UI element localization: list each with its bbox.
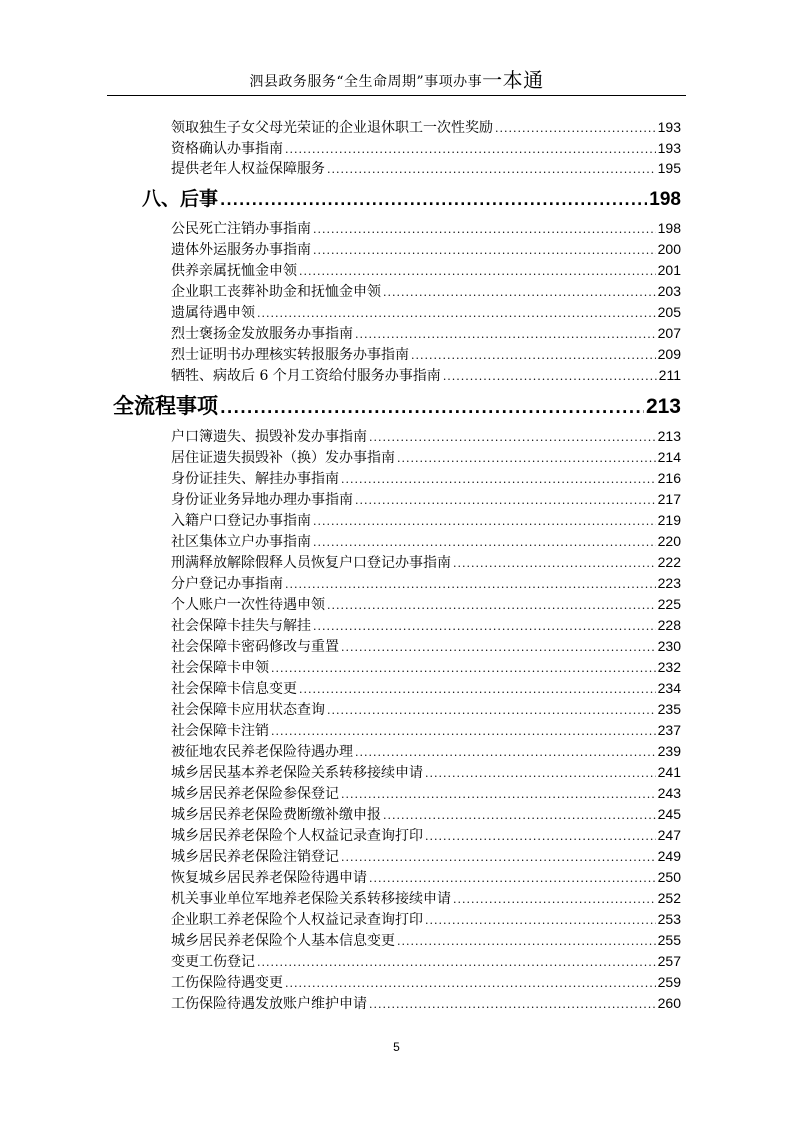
toc-leader-dots (271, 721, 656, 742)
toc-entry-page: 222 (657, 554, 681, 570)
toc-leader-dots (425, 763, 656, 784)
toc-leader-dots (299, 261, 656, 282)
toc-section-title: 八、后事 (142, 188, 219, 210)
toc-chapter-title: 全流程事项 (113, 394, 218, 418)
header-title: 泗县政务服务“全生命周期”事项办事 (249, 74, 483, 90)
toc-leader-dots (285, 574, 656, 595)
toc-entry[interactable] (171, 281, 681, 302)
toc-chapter-heading[interactable] (113, 390, 681, 422)
toc-entry-page: 257 (657, 953, 681, 969)
toc-leader-dots (411, 345, 656, 366)
toc-entry-title: 社会保障卡挂失与解挂 (171, 618, 311, 634)
toc-leader-dots (453, 553, 656, 574)
toc-entry[interactable] (171, 762, 681, 783)
toc-entry-page: 250 (657, 869, 681, 885)
toc-leader-dots (369, 868, 656, 889)
toc-entry-title: 户口簿遗失、损毁补发办事指南 (171, 429, 367, 445)
toc-leader-dots (355, 742, 656, 763)
toc-entry[interactable] (171, 720, 681, 741)
toc-entry-title: 社会保障卡密码修改与重置 (171, 639, 339, 655)
toc-leader-dots (313, 616, 656, 637)
toc-entry-page: 217 (657, 491, 681, 507)
toc-leader-dots (285, 139, 656, 160)
toc-entry-page: 232 (657, 659, 681, 675)
toc-entry-page: 235 (657, 701, 681, 717)
toc-entry-page: 260 (657, 995, 681, 1011)
toc-leader-dots (383, 805, 656, 826)
page-number: 5 (393, 1040, 400, 1054)
toc-entry-title: 领取独生子女父母光荣证的企业退休职工一次性奖励 (171, 120, 493, 136)
toc-entry-page: 225 (657, 596, 681, 612)
toc-entry-title: 恢复城乡居民养老保险待遇申请 (171, 870, 367, 886)
toc-entry-page: 200 (657, 241, 681, 257)
toc-entry-page: 193 (657, 119, 681, 135)
toc-entry-title: 居住证遗失损毁补（换）发办事指南 (171, 450, 395, 466)
toc-entry-title: 刑满释放解除假释人员恢复户口登记办事指南 (171, 555, 451, 571)
toc-leader-dots (453, 889, 656, 910)
toc-entry-page: 209 (657, 346, 681, 362)
toc-entry-title: 工伤保险待遇发放账户维护申请 (171, 996, 367, 1012)
toc-leader-dots (313, 511, 656, 532)
toc-entry-title: 个人账户一次性待遇申领 (171, 597, 325, 613)
toc-entry[interactable] (171, 323, 681, 344)
toc-leader-dots (313, 532, 656, 553)
toc-entry-page: 228 (657, 617, 681, 633)
toc-entry-page: 247 (657, 827, 681, 843)
toc-entry[interactable] (171, 531, 681, 552)
toc-entry-title: 城乡居民基本养老保险关系转移接续申请 (171, 765, 423, 781)
toc-entry-page: 195 (657, 160, 681, 176)
toc-leader-dots (383, 282, 656, 303)
toc-entry-page: 253 (657, 911, 681, 927)
toc-entry-title: 社区集体立户办事指南 (171, 534, 311, 550)
toc-leader-dots (220, 392, 644, 424)
toc-entry[interactable] (171, 573, 681, 594)
toc-leader-dots (355, 324, 656, 345)
toc-entry[interactable] (171, 846, 681, 867)
toc-leader-dots (397, 931, 656, 952)
toc-entry-title: 机关事业单位军地养老保险关系转移接续申请 (171, 891, 451, 907)
toc-entry[interactable] (171, 699, 681, 720)
toc-entry-title: 工伤保险待遇变更 (171, 975, 283, 991)
toc-entry-page: 237 (657, 722, 681, 738)
toc-entry-page: 216 (657, 470, 681, 486)
toc-entry-title: 牺牲、病故后 6 个月工资给付服务办事指南 (171, 368, 441, 384)
toc-entry-title: 社会保障卡注销 (171, 723, 269, 739)
toc-entry[interactable] (171, 489, 681, 510)
toc-entry-title: 身份证挂失、解挂办事指南 (171, 471, 339, 487)
toc-entry-title: 城乡居民养老保险参保登记 (171, 786, 339, 802)
toc-entry[interactable] (171, 365, 681, 386)
toc-entry[interactable] (171, 344, 681, 365)
toc-leader-dots (369, 994, 656, 1015)
toc-entry-page: 214 (657, 449, 681, 465)
toc-leader-dots (397, 448, 656, 469)
toc-entry-page: 234 (657, 680, 681, 696)
toc-entry[interactable] (171, 510, 681, 531)
toc-entry-page: 198 (657, 220, 681, 236)
toc-entry-title: 遗体外运服务办事指南 (171, 242, 311, 258)
toc-entry[interactable] (171, 972, 681, 993)
toc-entry-page: 259 (657, 974, 681, 990)
toc-entry-title: 社会保障卡信息变更 (171, 681, 297, 697)
toc-chapter-page: 213 (645, 395, 681, 418)
toc-leader-dots (341, 469, 656, 490)
toc-entry[interactable] (171, 552, 681, 573)
toc-entry[interactable] (171, 302, 681, 323)
toc-entry-title: 企业职工养老保险个人权益记录查询打印 (171, 912, 423, 928)
toc-entry[interactable] (171, 804, 681, 825)
toc-entry[interactable] (171, 825, 681, 846)
toc-leader-dots (425, 826, 656, 847)
toc-entry[interactable] (171, 158, 681, 179)
toc-leader-dots (425, 910, 656, 931)
toc-leader-dots (369, 427, 656, 448)
toc-entry[interactable] (171, 447, 681, 468)
toc-leader-dots (327, 595, 656, 616)
toc-entry-title: 烈士褒扬金发放服务办事指南 (171, 326, 353, 342)
toc-leader-dots (327, 159, 656, 180)
toc-entry-title: 入籍户口登记办事指南 (171, 513, 311, 529)
header-rule (107, 95, 686, 96)
toc-entry[interactable] (171, 615, 681, 636)
toc-entry-page: 211 (658, 367, 681, 383)
toc-leader-dots (495, 118, 656, 139)
toc-entry[interactable] (171, 951, 681, 972)
toc-entry-title: 社会保障卡申领 (171, 660, 269, 676)
toc-leader-dots (341, 637, 656, 658)
toc-leader-dots (285, 973, 656, 994)
toc-entry-page: 201 (657, 262, 681, 278)
toc-leader-dots (313, 240, 656, 261)
toc-entry-page: 230 (657, 638, 681, 654)
toc-entry-page: 245 (657, 806, 681, 822)
toc-entry[interactable] (171, 594, 681, 615)
toc-entry-title: 企业职工丧葬补助金和抚恤金申领 (171, 284, 381, 300)
toc-entry[interactable] (171, 239, 681, 260)
toc-entry[interactable] (171, 930, 681, 951)
toc-entry-title: 被征地农民养老保险待遇办理 (171, 744, 353, 760)
toc-entry-title: 城乡居民养老保险费断缴补缴申报 (171, 807, 381, 823)
toc-entry-page: 219 (657, 512, 681, 528)
toc-entry[interactable] (171, 867, 681, 888)
toc-entry-title: 公民死亡注销办事指南 (171, 221, 311, 237)
toc-entry-page: 243 (657, 785, 681, 801)
toc-entry-page: 241 (657, 764, 681, 780)
header-title-emphasis: 一本通 (482, 68, 544, 92)
toc-entry-title: 身份证业务异地办理办事指南 (171, 492, 353, 508)
toc-entry[interactable] (171, 468, 681, 489)
toc-leader-dots (443, 366, 657, 387)
toc-section-heading[interactable] (142, 184, 681, 214)
toc-leader-dots (355, 490, 656, 511)
toc-entry-title: 烈士证明书办理核实转报服务办事指南 (171, 347, 409, 363)
toc-entry[interactable] (171, 218, 681, 239)
toc-entry-title: 社会保障卡应用状态查询 (171, 702, 325, 718)
toc-entry[interactable] (171, 657, 681, 678)
toc-leader-dots (299, 679, 656, 700)
toc-entry-page: 223 (657, 575, 681, 591)
toc-leader-dots (341, 847, 656, 868)
toc-entry[interactable] (171, 993, 681, 1014)
toc-entry[interactable] (171, 783, 681, 804)
running-header (0, 64, 793, 93)
toc-entry-page: 249 (657, 848, 681, 864)
toc-entry-title: 城乡居民养老保险个人基本信息变更 (171, 933, 395, 949)
toc-leader-dots (313, 219, 656, 240)
toc-entry-title: 资格确认办事指南 (171, 141, 283, 157)
toc-leader-dots (257, 952, 656, 973)
toc-entry[interactable] (171, 426, 681, 447)
toc-entry-title: 变更工伤登记 (171, 954, 255, 970)
toc-entry[interactable] (171, 260, 681, 281)
toc-entry-page: 239 (657, 743, 681, 759)
toc-entry-page: 205 (657, 304, 681, 320)
toc-entry-title: 城乡居民养老保险注销登记 (171, 849, 339, 865)
toc-leader-dots (220, 186, 647, 216)
toc-entry[interactable] (171, 888, 681, 909)
toc-entry-page: 220 (657, 533, 681, 549)
toc-entry-page: 255 (657, 932, 681, 948)
toc-entry-page: 207 (657, 325, 681, 341)
toc-entry[interactable] (171, 741, 681, 762)
toc-entry[interactable] (171, 138, 681, 159)
toc-entry-title: 城乡居民养老保险个人权益记录查询打印 (171, 828, 423, 844)
toc-entry-title: 提供老年人权益保障服务 (171, 161, 325, 177)
toc-entry-title: 供养亲属抚恤金申领 (171, 263, 297, 279)
toc-entry-page: 252 (657, 890, 681, 906)
toc-leader-dots (271, 658, 656, 679)
toc-entry-page: 193 (657, 140, 681, 156)
toc-entry-title: 遗属待遇申领 (171, 305, 255, 321)
toc-entry-page: 213 (657, 428, 681, 444)
toc-entry[interactable] (171, 636, 681, 657)
toc-leader-dots (327, 700, 656, 721)
toc-leader-dots (341, 784, 656, 805)
toc-section-page: 198 (649, 189, 681, 210)
toc-entry-page: 203 (657, 283, 681, 299)
toc-entry[interactable] (171, 117, 681, 138)
toc-entry-title: 分户登记办事指南 (171, 576, 283, 592)
toc-leader-dots (257, 303, 656, 324)
toc-entry[interactable] (171, 678, 681, 699)
toc-entry[interactable] (171, 909, 681, 930)
